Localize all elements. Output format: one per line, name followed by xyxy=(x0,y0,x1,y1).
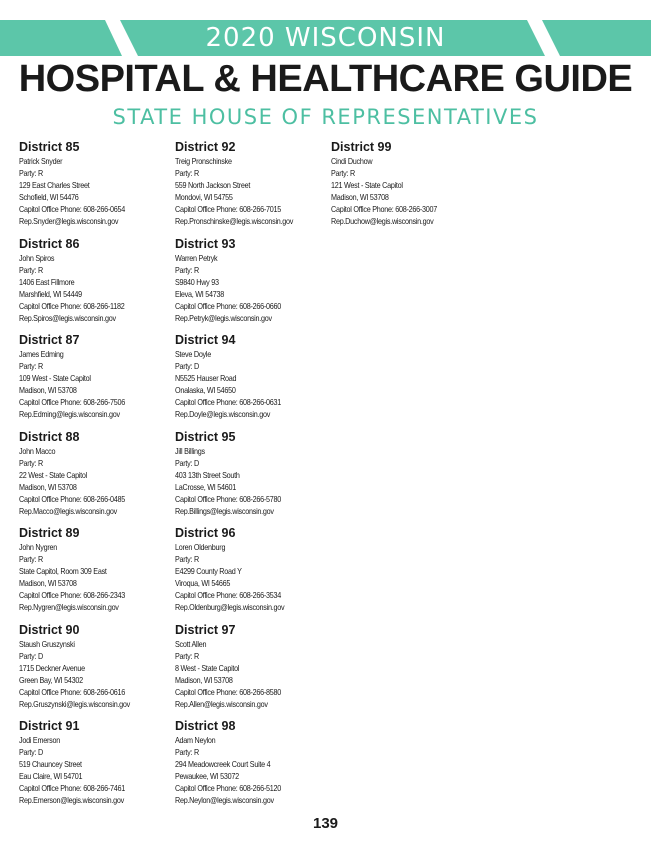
email: Rep.Neylon@legis.wisconsin.gov xyxy=(175,795,274,805)
representative-name: Warren Petryk xyxy=(175,252,218,263)
phone: Capitol Office Phone: 608-266-0485 xyxy=(19,493,126,504)
district-heading: District 95 xyxy=(175,429,236,444)
address-line-2: Eau Claire, WI 54701 xyxy=(19,771,83,781)
address-line-1: 559 North Jackson Street xyxy=(175,180,251,190)
party: Party: R xyxy=(19,457,43,468)
address-line-2: Madison, WI 53708 xyxy=(175,674,233,685)
phone: Capitol Office Phone: 608-266-8580 xyxy=(175,686,282,697)
district-entry xyxy=(175,430,325,527)
column-2 xyxy=(175,140,325,816)
representative-name: Staush Gruszynski xyxy=(19,638,75,649)
party: Party: R xyxy=(19,264,43,275)
district-heading: District 99 xyxy=(331,140,392,154)
representative-name: Loren Oldenburg xyxy=(175,542,226,552)
party: Party: R xyxy=(175,747,199,757)
representative-name: Jill Billings xyxy=(175,445,205,456)
district-heading: District 96 xyxy=(175,526,236,540)
party: Party: R xyxy=(331,168,355,178)
phone: Capitol Office Phone: 608-266-0654 xyxy=(19,204,126,214)
phone: Capitol Office Phone: 608-266-5780 xyxy=(175,493,282,504)
district-heading: District 85 xyxy=(19,140,80,154)
address-line-1: 294 Meadowcreek Court Suite 4 xyxy=(175,759,271,769)
party: Party: R xyxy=(19,168,43,178)
column-3 xyxy=(331,140,481,237)
district-heading: District 86 xyxy=(19,236,80,251)
address-line-2: Onalaska, WI 54650 xyxy=(175,385,236,395)
email: Rep.Edming@legis.wisconsin.gov xyxy=(19,409,120,419)
district-heading: District 90 xyxy=(19,622,80,637)
phone: Capitol Office Phone: 608-266-0616 xyxy=(19,686,126,697)
district-entry xyxy=(19,430,169,527)
party: Party: R xyxy=(19,361,43,371)
address-line-2: Eleva, WI 54738 xyxy=(175,288,224,299)
column-1 xyxy=(19,140,169,816)
district-entry xyxy=(175,333,325,430)
party: Party: R xyxy=(175,168,199,178)
district-entry xyxy=(19,719,169,816)
district-heading: District 98 xyxy=(175,719,236,733)
representative-name: Cindi Duchow xyxy=(331,156,373,166)
phone: Capitol Office Phone: 608-266-3007 xyxy=(331,204,438,214)
email: Rep.Macco@legis.wisconsin.gov xyxy=(19,505,117,516)
email: Rep.Doyle@legis.wisconsin.gov xyxy=(175,409,271,419)
district-heading: District 89 xyxy=(19,526,80,540)
address-line-2: Madison, WI 53708 xyxy=(19,481,77,492)
email: Rep.Gruszynski@legis.wisconsin.gov xyxy=(19,698,131,709)
representative-name: Adam Neylon xyxy=(175,735,216,745)
address-line-1: State Capitol, Room 309 East xyxy=(19,566,107,576)
phone: Capitol Office Phone: 608-266-5120 xyxy=(175,783,282,793)
address-line-1: 121 West - State Capitol xyxy=(331,180,403,190)
representative-name: Steve Doyle xyxy=(175,349,211,359)
district-heading: District 87 xyxy=(19,333,80,347)
district-entry xyxy=(331,140,481,237)
phone: Capitol Office Phone: 608-266-7506 xyxy=(19,397,126,407)
email: Rep.Pronschinske@legis.wisconsin.gov xyxy=(175,216,294,226)
district-entry xyxy=(175,237,325,334)
address-line-1: 22 West - State Capitol xyxy=(19,469,87,480)
page-title: HOSPITAL & HEALTHCARE GUIDE xyxy=(18,58,633,100)
phone: Capitol Office Phone: 608-266-2343 xyxy=(19,590,126,600)
representative-name: John Nygren xyxy=(19,542,58,552)
party: Party: D xyxy=(175,361,199,371)
address-line-2: Madison, WI 53708 xyxy=(19,385,77,395)
address-line-1: 8 West - State Capitol xyxy=(175,662,240,673)
email: Rep.Billings@legis.wisconsin.gov xyxy=(175,505,274,516)
district-entry xyxy=(19,333,169,430)
representative-name: Patrick Snyder xyxy=(19,156,63,166)
address-line-1: E4299 County Road Y xyxy=(175,566,242,576)
email: Rep.Allen@legis.wisconsin.gov xyxy=(175,698,268,709)
email: Rep.Petryk@legis.wisconsin.gov xyxy=(175,312,272,323)
district-heading: District 94 xyxy=(175,333,236,347)
party: Party: R xyxy=(175,650,199,661)
party: Party: R xyxy=(175,264,199,275)
phone: Capitol Office Phone: 608-266-0660 xyxy=(175,300,282,311)
address-line-1: 519 Chauncey Street xyxy=(19,759,82,769)
address-line-1: N5525 Hauser Road xyxy=(175,373,237,383)
party: Party: R xyxy=(19,554,43,564)
district-heading: District 92 xyxy=(175,140,236,154)
representative-name: James Edming xyxy=(19,349,64,359)
representative-name: Treig Pronschinske xyxy=(175,156,232,166)
email: Rep.Oldenburg@legis.wisconsin.gov xyxy=(175,602,285,612)
district-heading: District 88 xyxy=(19,429,80,444)
district-entry xyxy=(175,526,325,623)
representative-name: Scott Allen xyxy=(175,638,207,649)
party: Party: D xyxy=(19,747,43,757)
address-line-2: Viroqua, WI 54665 xyxy=(175,578,231,588)
phone: Capitol Office Phone: 608-266-7015 xyxy=(175,204,282,214)
district-entry xyxy=(19,623,169,720)
email: Rep.Emerson@legis.wisconsin.gov xyxy=(19,795,125,805)
email: Rep.Snyder@legis.wisconsin.gov xyxy=(19,216,119,226)
banner-title: 2020 WISCONSIN xyxy=(205,23,446,53)
representative-name: John Spiros xyxy=(19,252,55,263)
address-line-1: 403 13th Street South xyxy=(175,469,240,480)
address-line-2: Pewaukee, WI 53072 xyxy=(175,771,239,781)
representative-name: John Macco xyxy=(19,445,56,456)
district-entry xyxy=(19,237,169,334)
party: Party: D xyxy=(19,650,43,661)
email: Rep.Nygren@legis.wisconsin.gov xyxy=(19,602,119,612)
phone: Capitol Office Phone: 608-266-1182 xyxy=(19,300,125,311)
district-entry xyxy=(175,623,325,720)
address-line-2: Madison, WI 53708 xyxy=(19,578,77,588)
representative-name: Jodi Emerson xyxy=(19,735,60,745)
district-entry xyxy=(175,140,325,237)
page-number: 139 xyxy=(312,815,339,832)
address-line-2: LaCrosse, WI 54601 xyxy=(175,481,237,492)
address-line-1: 1406 East Fillmore xyxy=(19,276,75,287)
address-line-2: Marshfield, WI 54449 xyxy=(19,288,82,299)
party: Party: D xyxy=(175,457,199,468)
address-line-1: 1715 Deckner Avenue xyxy=(19,662,85,673)
district-heading: District 93 xyxy=(175,236,236,251)
page-subtitle: STATE HOUSE OF REPRESENTATIVES xyxy=(112,105,539,129)
district-entry xyxy=(175,719,325,816)
address-line-1: 109 West - State Capitol xyxy=(19,373,91,383)
address-line-2: Mondovi, WI 54755 xyxy=(175,192,233,202)
address-line-2: Green Bay, WI 54302 xyxy=(19,674,83,685)
address-line-1: 129 East Charles Street xyxy=(19,180,90,190)
district-entry xyxy=(19,140,169,237)
address-line-1: S9840 Hwy 93 xyxy=(175,276,219,287)
phone: Capitol Office Phone: 608-266-7461 xyxy=(19,783,126,793)
email: Rep.Spiros@legis.wisconsin.gov xyxy=(19,312,116,323)
party: Party: R xyxy=(175,554,199,564)
district-entry xyxy=(19,526,169,623)
address-line-2: Schofield, WI 54476 xyxy=(19,192,79,202)
phone: Capitol Office Phone: 608-266-0631 xyxy=(175,397,282,407)
email: Rep.Duchow@legis.wisconsin.gov xyxy=(331,216,434,226)
district-heading: District 97 xyxy=(175,622,236,637)
district-heading: District 91 xyxy=(19,719,80,733)
phone: Capitol Office Phone: 608-266-3534 xyxy=(175,590,282,600)
address-line-2: Madison, WI 53708 xyxy=(331,192,389,202)
